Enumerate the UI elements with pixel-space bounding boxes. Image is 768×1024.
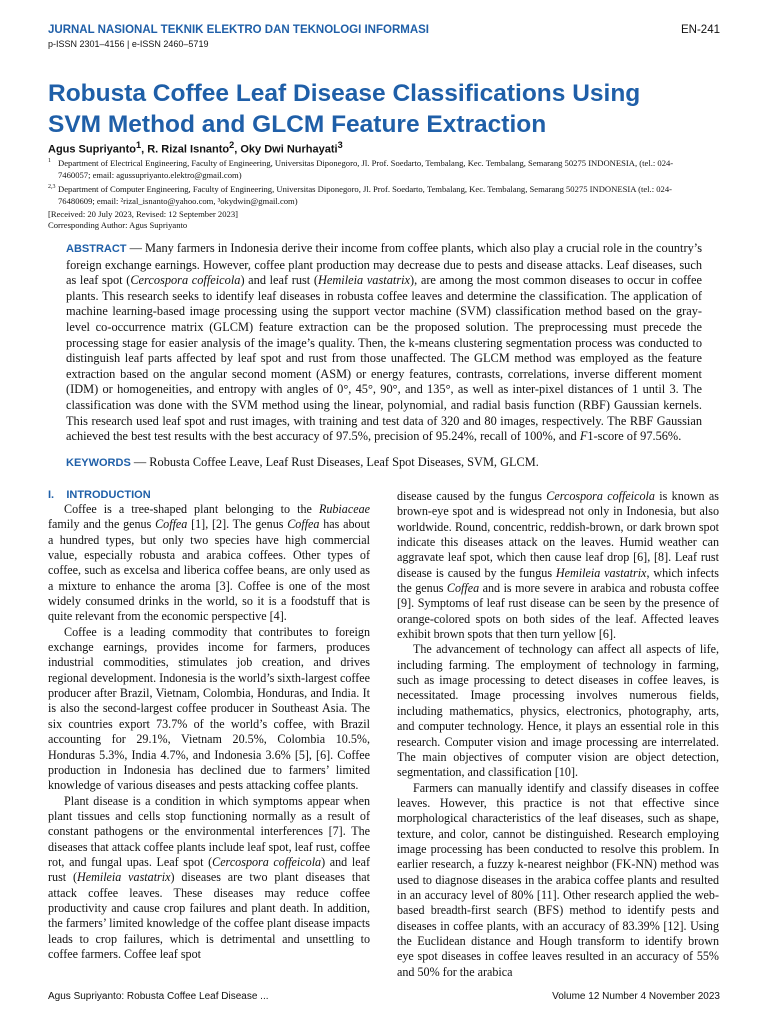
abstract-italic: F (579, 429, 588, 444)
text-run: , which infects the genus (397, 565, 719, 596)
author-sup: 2 (229, 140, 235, 150)
keywords (66, 455, 702, 472)
paper-title (48, 78, 720, 140)
text-run: family and the genus (48, 517, 156, 532)
affiliation-line: Department of Computer Engineering, Faculty of Engineering, Universitas Diponegoro, Jl. Prof. Soedarto, Tembalang, Kec. Tembalang, Semarang 50275 INDONESIA (tel.: 024- (58, 184, 672, 194)
received-info (48, 209, 238, 231)
affiliation-line: 76480609; email: ²rizal_isnanto@yahoo.com, ³okydwin@gmail.com) (58, 195, 298, 206)
paragraph: Coffee is a leading commodity that contributes to foreign exchange earnings, provides income for farmers, produces industrial commodities, stimulates job creation, and drives regional development. Indonesia is the world’s sixth-largest coffee producer after Brazil, Vietnam, Colombia, Honduras, and India. It is also the second-largest coffee producer in Southeast Asia. The six countries export 73.7% of the world’s coffee, with Brazil accounting for 29.1%, Vietnam 20.5%, Colombia 10.5%, Honduras 5.3%, India 4.7%, and Indonesia 3.6% [5], [6]. Coffee production in Indonesia has declined due to farmers’ limited knowledge of various diseases and pests attacking coffee plants. (48, 624, 370, 793)
paragraph: The advancement of technology can affect all aspects of life, including farming. The employment of technology in farming, such as image processing to detect diseases in coffee leaves, is necessitated. Image processing involves numerous fields, including mathematics, physics, electronics, photography, arts, and computer technology. Hence, it plays an essential role in this research. Computer vision and image processing are interrelated. The main objectives of computer vision are object detection, segmentation, and classification [10]. (397, 642, 719, 780)
abstract-text: 1-score of 97.56%. (587, 429, 682, 444)
author-list: Agus Supriyanto$^1$, R. Rizal Isnanto$^2$, Oky Dwi Nurhayati$^3$ (48, 140, 343, 156)
text-italic: Hemileia vastatrix (555, 565, 647, 580)
text-run: disease caused by the fungus (397, 489, 547, 503)
paragraph (397, 489, 719, 642)
footer-running-title: Agus Supriyanto: Robusta Coffee Leaf Disease ... (48, 991, 269, 1002)
keywords-text: — Robusta Coffee Leave, Leaf Rust Diseases, Leaf Spot Diseases, SVM, GLCM. (130, 455, 539, 469)
journal-title: JURNAL NASIONAL TEKNIK ELEKTRO DAN TEKNOLOGI INFORMASI (48, 24, 429, 36)
paragraph (48, 794, 370, 963)
issn-line: p-ISSN 2301–4156 | e-ISSN 2460–5719 (48, 39, 209, 49)
affiliation (48, 158, 720, 181)
affiliation-sup: 2,3 (48, 184, 56, 190)
text-italic: Coffea (155, 517, 188, 532)
text-run: [1], [2]. The genus (187, 517, 288, 532)
paragraph (48, 502, 370, 625)
text-run: Coffee is a tree-shaped plant belonging to the (64, 502, 319, 516)
affiliation-line: Department of Electrical Engineering, Faculty of Engineering, Universitas Diponegoro, Jl. Prof. Soedarto, Tembalang, Kec. Tembalang, Semarang 50275 INDONESIA, (tel.: 024- (58, 158, 674, 168)
abstract-italic: Hemileia vastatrix (317, 273, 411, 288)
right-column (397, 489, 719, 980)
corresponding-author: Corresponding Author: Agus Supriyanto (48, 220, 188, 230)
author-sup: 1 (136, 140, 142, 150)
abstract-label: ABSTRACT (66, 243, 127, 255)
text-run: ) diseases are two plant diseases that attack coffee leaves. These diseases may reduce coffee productivity and cause crop failures and plant death. In addition, the farmers’ limited knowledge of the coffee plant disease impacts leads to crop failures, which is detrimental and unsettling to coffee farmers. Coffee leaf spot (48, 870, 370, 961)
paragraph: Farmers can manually identify and classify diseases in coffee leaves. However, this practice is not that effective since morphological characteristics of the leaf diseases, such as shape, texture, and color, cannot be distinguished. Research employing image processing has been conducted to resolve this problem. In earlier research, a fuzzy k-nearest neighbor (FK-NN) method was used to diagnose diseases in the arabica coffee plants and resulted in an accuracy level of 80% [11]. Other research applied the web-based breadth-first search (BFS) method to identify pests and diseases in coffee plants, with an accuracy of 83.39% [12]. Using the Euclidean distance and Hough transform to identify brown eye spot diseases in coffee leaves resulted in an accuracy of 55% and 50% for the arabica (397, 780, 719, 979)
abstract-text: ), are among the most common diseases to occur in coffee plants. This research seeks to identify leaf diseases in robusta coffee leaves and determine the classification. The application of machine learning-based image processing using the support vector machine (SVM) classification method based on the gray-level co-occurrence matrix (GLCM) feature extraction can be the proposed solution. The preprocessing must precede the processing stage for easier analysis of the image’s quality. Then, the k-means clustering segmentation process was conducted to distinguish leaf parts affected by leaf spot and rust from those unaffected. The GLCM method was employed as the feature extraction based on the angular second moment (ASM) or energy features, contrasts, correlations, inverse different moment (IDM) or homogeneities, and entropy with angles of 0°, 45°, 90°, and 135°, as well as inter-pixel distances of 1 until 3. The classification was done with the SVM method using the linear, polynomial, and radial basis function (RBF) Gaussian kernels. This research used leaf spot and rust images, with training and test data of 320 and 80 images, respectively. The RBF Gaussian achieved the best test results with the best accuracy of 97.5%, precision of 95.24%, recall of 100%, and (66, 273, 702, 444)
text-run: and is more severe in arabica and robusta coffee [9]. Symptoms of leaf rust disease can be seen by the presence of orange-colored spots on both sides of the leaf. Affected leaves exhibit brown spots that then turn yellow [6]. (397, 581, 719, 642)
received-dates: [Received: 20 July 2023, Revised: 12 September 2023] (48, 209, 238, 219)
abstract (66, 241, 702, 445)
section-heading: I. INTRODUCTION (48, 489, 151, 501)
left-column (48, 489, 370, 962)
abstract-text: ) and leaf rust ( (240, 273, 318, 288)
affiliation (48, 184, 720, 207)
text-italic: Cercospora coffeicola (212, 854, 322, 869)
keywords-label: KEYWORDS (66, 457, 131, 469)
author-name: Agus Supriyanto (48, 143, 137, 156)
author-name: Oky Dwi Nurhayati (240, 143, 338, 156)
text-run: is known as brown-eye spot and is widespread not only in Indonesia, but also worldwide. Round, concentric, reddish-brown, or dark brown spot indicate this diseases attack on the leaves. Humid weather can aggravate leaf spot, which then cause leaf drop [6], [8]. Leaf rust disease is caused by the fungus (397, 489, 720, 580)
title-line: SVM Method and GLCM Feature Extraction (48, 111, 547, 138)
abstract-italic: Cercospora coffeicola (130, 273, 241, 288)
author-name: R. Rizal Isnanto (147, 143, 230, 156)
affiliations (48, 158, 720, 210)
author-sup: 3 (337, 140, 343, 150)
text-run: ) and leaf rust ( (48, 854, 370, 885)
text-run: Plant disease is a condition in which symptoms appear when plant tissues and cells stop functioning normally as a result of constant pathogens or the environmental interferences [7]. The diseases that attack coffee plants include leaf spot, leaf rust, coffee rot, and fungal upas. Leaf spot ( (48, 793, 370, 869)
text-italic: Cercospora coffeicola (546, 489, 655, 503)
text-italic: Hemileia vastatrix (77, 870, 171, 885)
abstract-text: — Many farmers in Indonesia derive their income from coffee plants, which also play a crucial role in the country’s foreign exchange earnings. However, coffee plant production may decrease due to pests and disease attacks. Leaf diseases, such as leaf spot ( (66, 241, 702, 288)
title-line: Robusta Coffee Leaf Disease Classifications Using (48, 80, 641, 107)
text-italic: Coffea (287, 517, 320, 532)
text-italic: Coffea (446, 581, 480, 596)
page-code: EN-241 (681, 24, 720, 36)
footer-volume: Volume 12 Number 4 November 2023 (552, 991, 720, 1002)
affiliation-sup: 1 (48, 158, 51, 164)
affiliation-line: 7460057; email: agussupriyanto.elektro@gmail.com) (58, 169, 242, 180)
text-run: has about a hundred types, but only two species have high commercial value, especially robusta and arabica coffees. Other types of coffee, such as excelsa and liberica coffee beans, are only used as a mixture to enhance the aroma [3]. Coffee is one of the most widely consumed drinks in the world, so it is a foodstuff that is quite relevant from the economic perspective [4]. (48, 517, 370, 624)
text-italic: Rubiaceae (318, 502, 370, 516)
